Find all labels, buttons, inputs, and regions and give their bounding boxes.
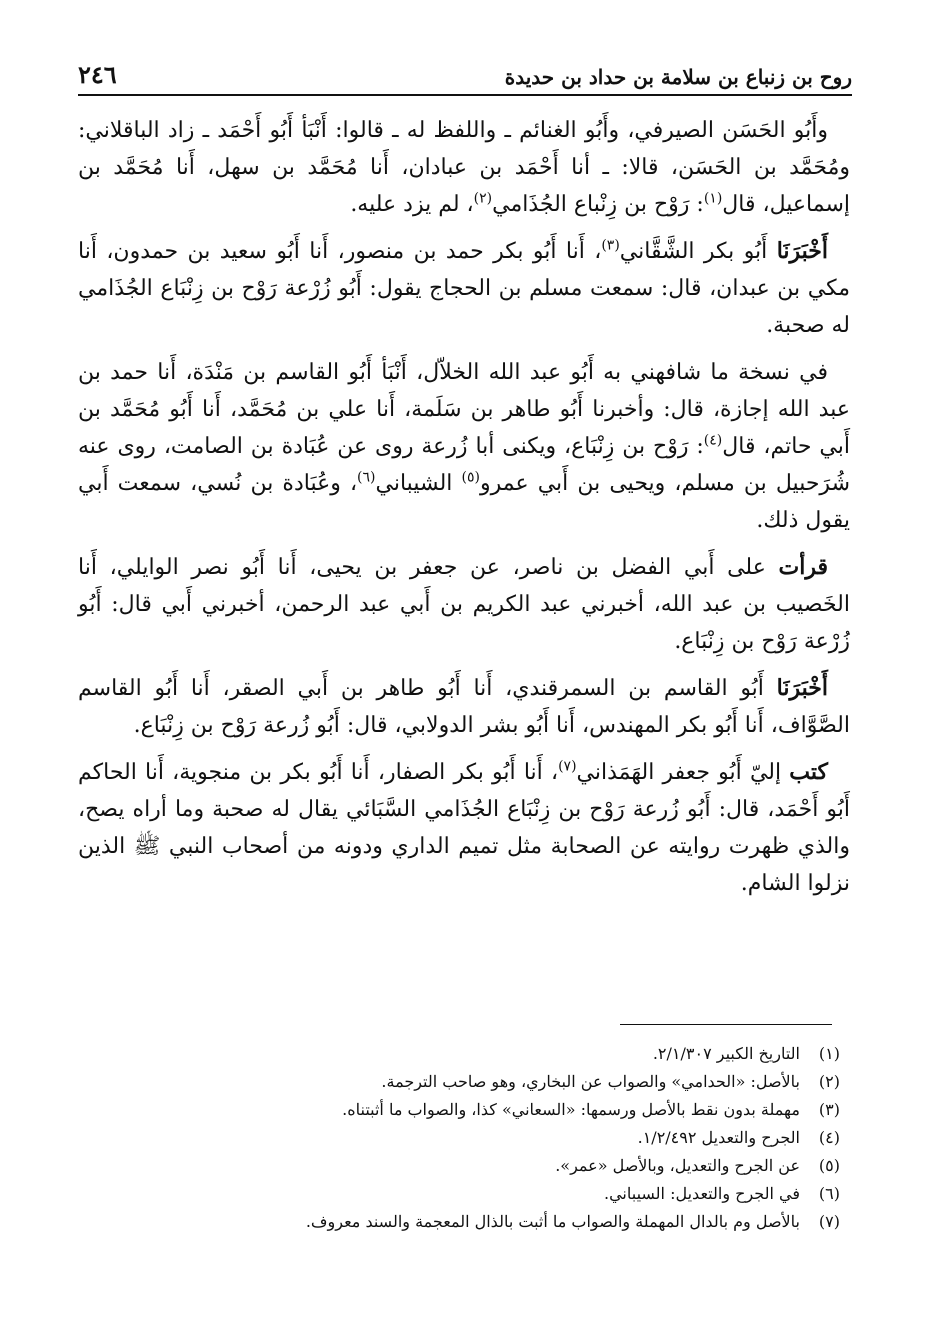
footnote-text: في الجرح والتعديل: السيباني. (604, 1184, 800, 1203)
paragraph-1 (78, 112, 850, 223)
footnote-item (78, 1096, 840, 1124)
footnotes (78, 1040, 840, 1236)
text-segment: ، أَنا أَبُو بكر حمد بن منصور، أَنا أَبُو سعيد بن حمدون، أَنا مكي بن عبدان، قال: سمعت مسلم بن الحجاج يقول: أَبُو زُرْعة رَوْح بن زِنْبَاع الجُذَامي له صحبة. (78, 239, 850, 338)
text-segment: إليّ أَبُو جعفر الهَمَذاني (576, 760, 790, 785)
footnote-number: (٥) (818, 1156, 840, 1175)
page-header (78, 56, 852, 96)
footnote-ref: (١) (703, 190, 723, 207)
footnote-ref: (٧) (558, 758, 577, 775)
main-text (78, 112, 850, 912)
text-segment: ، وعُبَادة بن نُسي، سمعت أَبي يقول ذلك. (78, 471, 850, 533)
footnote-text: عن الجرح والتعديل، وبالأصل «عمر». (555, 1156, 800, 1175)
text-segment: على أَبي الفضل بن ناصر، عن جعفر بن يحيى، أَنا أَبُو نصر الوايلي، أَنا الخَصيب بن عبد الله، أخبرني عبد الكريم بن أَبي عبد الرحمن، أخبرني أَبي قال: أَبُو زُرْعة رَوْح بن زِنْبَاع. (78, 555, 850, 654)
footnote-divider (620, 1024, 832, 1025)
text-segment: وأَبُو الحَسَن الصيرفي، وأَبُو الغنائم ـ واللفظ له ـ قالوا: أَنْبَأ أَبُو أَحْمَد ـ زاد الباقلاني: ومُحَمَّد بن الحَسَن، قالا: ـ أنا أَحْمَد بن عبادان، أَنا مُحَمَّد بن سهل، أَنا مُحَمَّد بن إسماعيل، قال (78, 118, 850, 217)
footnote-number: (٢) (818, 1072, 840, 1091)
text-segment: ، لم يزد عليه. (350, 192, 474, 217)
narration-keyword: كتب (789, 759, 828, 785)
footnote-item (78, 1152, 840, 1180)
footnote-ref: (٦) (357, 469, 376, 486)
footnote-item (78, 1208, 840, 1236)
paragraph-4 (78, 549, 850, 660)
narration-keyword: أَخْبَرَنَا (776, 238, 829, 264)
paragraph-5 (78, 670, 850, 744)
paragraph-6 (78, 754, 850, 902)
text-segment: الشيباني (375, 471, 462, 496)
footnote-number: (٣) (818, 1100, 840, 1119)
paragraph-2 (78, 233, 850, 344)
footnote-ref: (٤) (703, 432, 723, 449)
text-segment: أَبُو القاسم بن السمرقندي، أَنا أَبُو طاهر بن أَبي الصقر، أَنا أَبُو القاسم الصَّوَّاف، أَنا أَبُو بكر المهندس، أَنا أَبُو بشر الدولابي، قال: أَبُو زُرعة رَوْح بن زِنْبَاع. (78, 676, 850, 738)
text-segment: في نسخة ما شافهني به أَبُو عبد الله الخلاّل، أَنْبَأ أَبُو القاسم بن مَنْدَة، أَنا حمد بن عبد الله إجازة، قال: وأخبرنا أَبُو طاهر بن سَلَمة، أَنا علي بن مُحَمَّد، أَنا أَبُو مُحَمَّد بن أَبي حاتم، قال (78, 360, 851, 459)
text-segment: : رَوْح بن زِنْبَاع، ويكنى أبا زُرعة روى عن عُبَادة بن الصامت، روى عنه شُرَحبيل بن مسلم، ويحيى بن أَبي عمرو (78, 434, 851, 496)
page-number: ٢٤٦ (78, 60, 117, 89)
footnote-ref: (٣) (601, 237, 620, 254)
text-segment: : رَوْح بن زِنْباع الجُذَامي (492, 192, 704, 217)
footnote-number: (٦) (818, 1184, 840, 1203)
footnote-number: (١) (818, 1044, 840, 1063)
footnote-ref: (٢) (473, 190, 493, 207)
footnote-item (78, 1068, 840, 1096)
footnote-text: بالأصل: «الحدامي» والصواب عن البخاري، وهو صاحب الترجمة. (381, 1072, 800, 1091)
paragraph-3 (78, 354, 850, 539)
footnote-item (78, 1180, 840, 1208)
footnote-text: مهملة بدون نقط بالأصل ورسمها: «السعاني» كذا، والصواب ما أثبتناه. (342, 1100, 800, 1119)
footnote-ref: (٥) (461, 469, 480, 486)
footnote-item (78, 1040, 840, 1068)
text-segment: ، أَنا أَبُو بكر الصفار، أَنا أَبُو بكر بن منجوية، أَنا الحاكم أَبُو أَحْمَد، قال: أَبُو زُرعة رَوْح بن زِنْبَاع الجُذَامي السَّبَائي يقال له صحبة وما أراه يصح، والذي ظهرت روايته عن الصحابة مثل تميم الداري ودونه من أصحاب النبي ﷺ الذين نزلوا الشام. (78, 760, 850, 896)
footnote-text: التاريخ الكبير ٢/١/٣٠٧. (652, 1044, 800, 1063)
text-segment: أَبُو بكر الشَّقَّاني (619, 239, 777, 264)
footnote-text: الجرح والتعديل ١/٢/٤٩٢. (637, 1128, 800, 1147)
narration-keyword: أَخْبَرَنَا (776, 675, 828, 701)
narration-keyword: قرأت (778, 554, 828, 580)
footnote-text: بالأصل وم بالدال المهملة والصواب ما أثبت بالذال المعجمة والسند معروف. (305, 1212, 800, 1231)
footnote-item (78, 1124, 840, 1152)
running-title: روح بن زنباع بن سلامة بن حداد بن حديدة (504, 65, 852, 89)
footnote-number: (٧) (818, 1212, 840, 1231)
footnote-number: (٤) (818, 1128, 840, 1147)
